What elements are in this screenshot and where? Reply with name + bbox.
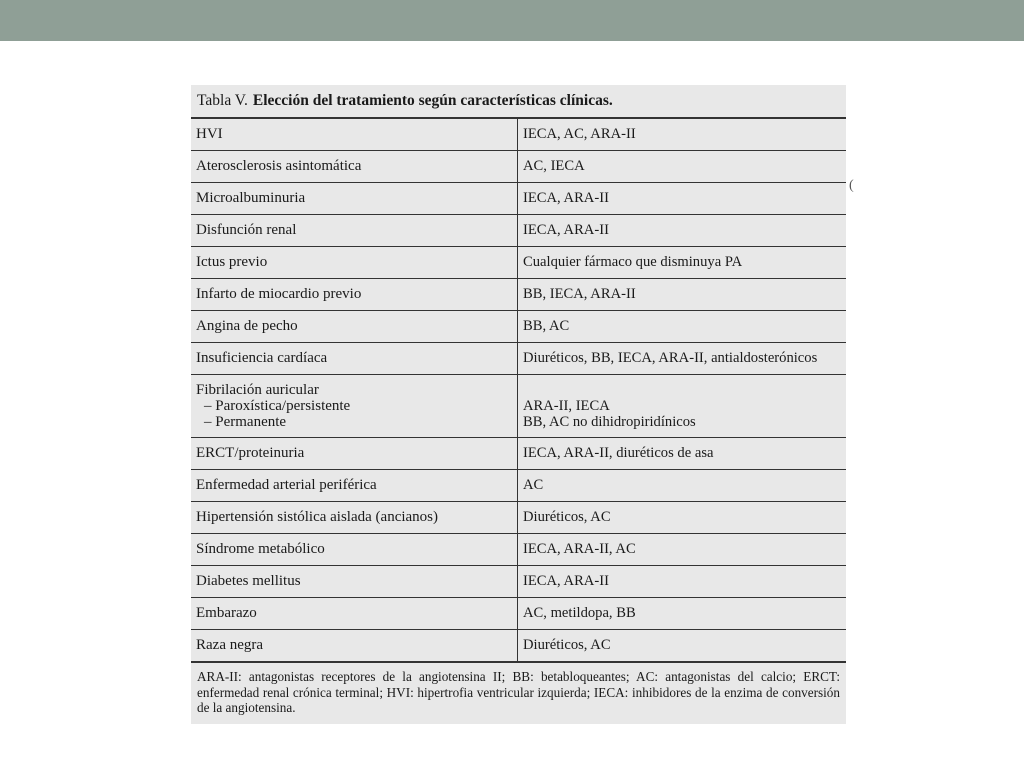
- table-row: [191, 630, 846, 663]
- condition-cell: Microalbuminuria: [191, 183, 518, 215]
- treatment-cell: AC, IECA: [518, 151, 847, 183]
- table-row: [191, 598, 846, 630]
- treatment-cell: IECA, ARA-II: [518, 566, 847, 598]
- condition-sub-item: – Permanente: [204, 414, 287, 430]
- table-row: [191, 151, 846, 183]
- table-row: [191, 215, 846, 247]
- condition-cell: Enfermedad arterial periférica: [191, 470, 518, 502]
- condition-cell: Aterosclerosis asintomática: [191, 151, 518, 183]
- treatment-cell: AC: [518, 470, 847, 502]
- condition-cell: Infarto de miocardio previo: [191, 279, 518, 311]
- treatment-cell: AC, metildopa, BB: [518, 598, 847, 630]
- condition-cell: Disfunción renal: [191, 215, 518, 247]
- condition-cell: Diabetes mellitus: [191, 566, 518, 598]
- treatment-cell: BB, IECA, ARA-II: [518, 279, 847, 311]
- table-row: [191, 279, 846, 311]
- treatment-cell: Diuréticos, BB, IECA, ARA-II, antialdosterónicos: [518, 343, 847, 375]
- table-caption: [191, 85, 846, 119]
- caption-title: Elección del tratamiento según características clínicas.: [252, 92, 613, 109]
- treatment-cell: IECA, AC, ARA-II: [518, 119, 847, 151]
- table-row: [191, 502, 846, 534]
- treatment-cell: IECA, ARA-II: [518, 215, 847, 247]
- table-footnote: ARA-II: antagonistas receptores de la angiotensina II; BB: betabloqueantes; AC: antagonistas del calcio; ERCT: enfermedad renal crónica terminal; HVI: hipertrofia ventricular izquierda; IECA: inhibidores de la enzima de conversión de la angiotensina.: [197, 669, 840, 715]
- table-row: [191, 247, 846, 279]
- table-row: [191, 470, 846, 502]
- table-row: [191, 343, 846, 375]
- condition-cell: Embarazo: [191, 598, 518, 630]
- treatment-cell: IECA, ARA-II, AC: [518, 534, 847, 566]
- treatment-cell: [518, 375, 847, 438]
- table-row: [191, 566, 846, 598]
- stray-parenthesis: (: [849, 178, 854, 193]
- treatment-cell: BB, AC: [518, 311, 847, 343]
- condition-cell: Hipertensión sistólica aislada (ancianos): [191, 502, 518, 534]
- condition-cell: Angina de pecho: [191, 311, 518, 343]
- treatment-cell: IECA, ARA-II, diuréticos de asa: [518, 438, 847, 470]
- condition-cell: Insuficiencia cardíaca: [191, 343, 518, 375]
- table-row: [191, 375, 846, 438]
- slide-header-bar: [0, 0, 1024, 41]
- condition-sub-item: – Paroxística/persistente: [204, 398, 351, 414]
- treatment-cell: Diuréticos, AC: [518, 630, 847, 663]
- table-row: [191, 311, 846, 343]
- treatment-cell: Diuréticos, AC: [518, 502, 847, 534]
- treatment-sub-item: ARA-II, IECA: [523, 398, 610, 414]
- treatment-cell: Cualquier fármaco que disminuya PA: [518, 247, 847, 279]
- condition-cell: HVI: [191, 119, 518, 151]
- caption-number: Tabla V.: [197, 92, 248, 109]
- condition-label: Fibrilación auricular: [196, 382, 319, 398]
- condition-cell: ERCT/proteinuria: [191, 438, 518, 470]
- treatment-cell: IECA, ARA-II: [518, 183, 847, 215]
- table-body: [191, 119, 846, 663]
- table-row: [191, 119, 846, 151]
- treatment-sub-item: BB, AC no dihidropiridínicos: [523, 414, 696, 430]
- condition-cell: Raza negra: [191, 630, 518, 663]
- table-row: [191, 183, 846, 215]
- treatment-table: [191, 85, 846, 724]
- condition-cell: [191, 375, 518, 438]
- table-row: [191, 534, 846, 566]
- table-row: [191, 438, 846, 470]
- condition-cell: Síndrome metabólico: [191, 534, 518, 566]
- condition-cell: Ictus previo: [191, 247, 518, 279]
